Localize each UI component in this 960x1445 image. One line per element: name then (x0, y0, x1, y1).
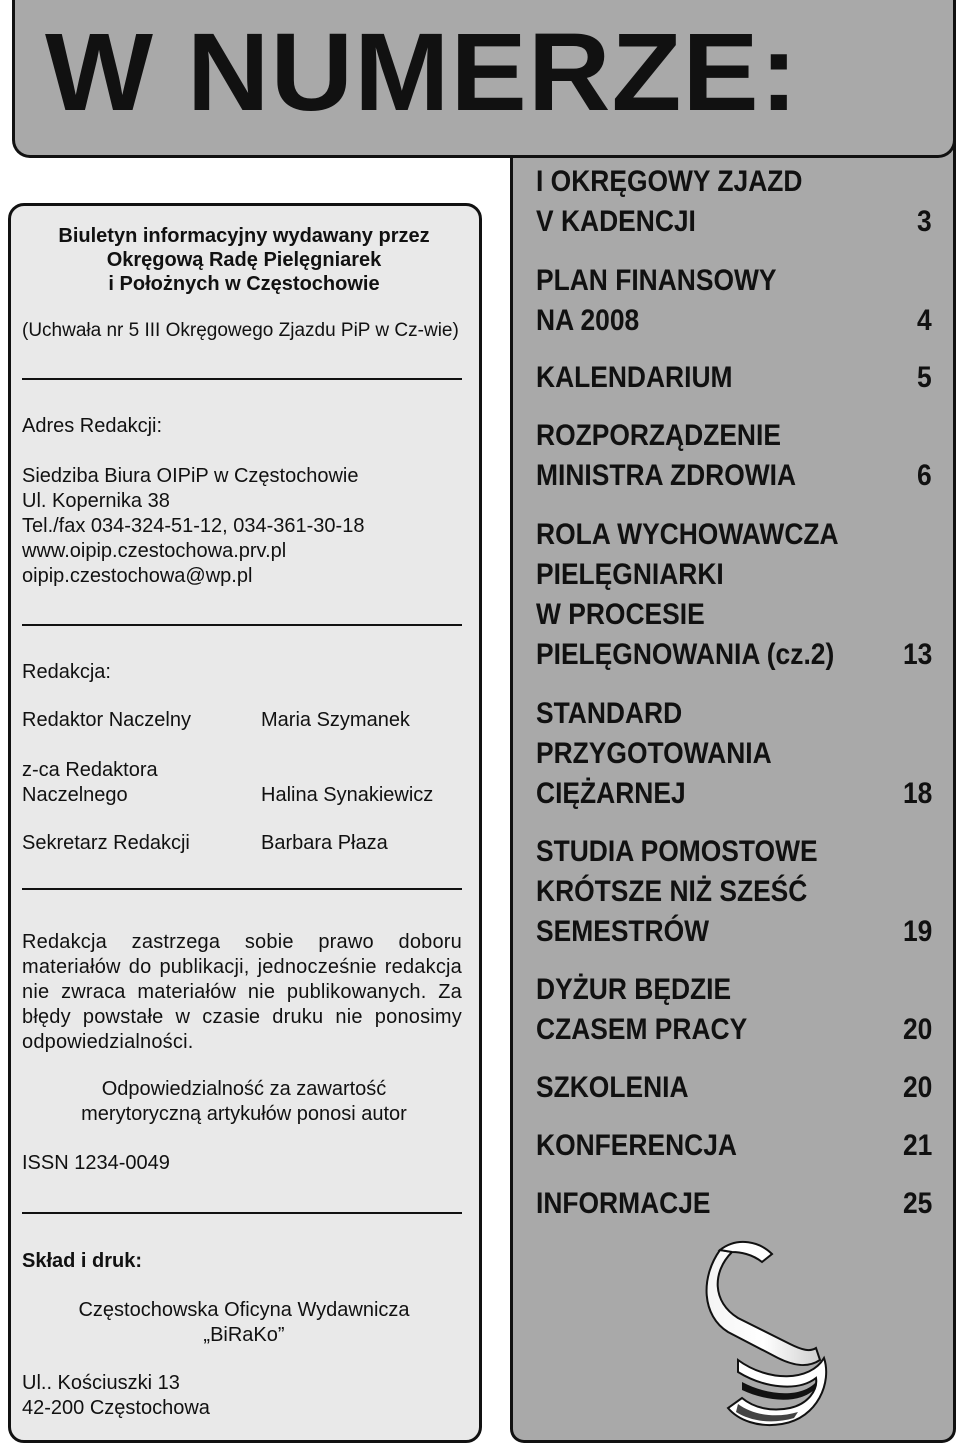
toc-line: V KADENCJI (536, 205, 696, 238)
toc-line: KONFERENCJA (536, 1129, 737, 1162)
toc-line: I OKRĘGOWY ZJAZD (536, 165, 803, 198)
toc-page-number: 3 (917, 205, 932, 238)
toc-line: DYŻUR BĘDZIE (536, 973, 732, 1006)
toc-page-number: 19 (902, 915, 932, 948)
divider (22, 1212, 462, 1214)
toc-line: PRZYGOTOWANIA (536, 737, 772, 770)
publisher-line-3: i Położnych w Częstochowie (108, 273, 380, 295)
toc-line: KALENDARIUM (536, 361, 733, 394)
printer-line-2: „BiRaKo” (203, 1324, 285, 1346)
toc-page-number: 18 (902, 777, 932, 810)
toc-line: INFORMACJE (536, 1187, 711, 1220)
toc-page-number: 20 (902, 1071, 932, 1104)
role-name: Maria Szymanek (261, 709, 410, 731)
toc-line: MINISTRA ZDROWIA (536, 459, 797, 492)
issn: ISSN 1234-0049 (22, 1152, 170, 1174)
toc-line: STANDARD (536, 697, 683, 730)
role-label-cont: Naczelnego (22, 784, 128, 806)
role-name: Barbara Płaza (261, 832, 388, 854)
toc-line: ROLA WYCHOWAWCZA (536, 518, 839, 551)
role-label: Sekretarz Redakcji (22, 832, 190, 854)
toc-page-number: 13 (902, 638, 932, 671)
resolution-note: (Uchwała nr 5 III Okręgowego Zjazdu PiP w Cz-wie) (22, 320, 459, 341)
role-label: Redaktor Naczelny (22, 709, 191, 731)
toc-line: W PROCESIE (536, 598, 705, 631)
toc-page-number: 21 (902, 1129, 932, 1162)
address-phone: Tel./fax 034-324-51-12, 034-361-30-18 (22, 515, 365, 537)
ribbon-s-logo-icon (698, 1232, 838, 1432)
toc-line: KRÓTSZE NIŻ SZEŚĆ (536, 875, 808, 908)
toc-page-number: 25 (902, 1187, 932, 1220)
printer-address-1: Ul.. Kościuszki 13 (22, 1372, 180, 1394)
title-banner (12, 0, 956, 158)
role-name: Halina Synakiewicz (261, 784, 434, 806)
toc-page-number: 6 (917, 459, 932, 492)
printer-line-1: Częstochowska Oficyna Wydawnicza (78, 1299, 410, 1321)
editorial-heading: Redakcja: (22, 661, 111, 683)
address-line-2: Ul. Kopernika 38 (22, 490, 170, 512)
toc-page-number: 5 (917, 361, 932, 394)
toc-line: SEMESTRÓW (536, 915, 710, 948)
disclaimer-text: Redakcja zastrzega sobie prawo doboru materiałów do publikacji, jednocześnie redakcja nie zwraca materiałów nie publikowanych. Za błędy powstałe w czasie druku nie ponosimy odpowiedzialności. (22, 931, 462, 1053)
toc-page-number: 4 (917, 304, 932, 337)
responsibility-line-1: Odpowiedzialność za zawartość (101, 1078, 387, 1100)
toc-line: PLAN FINANSOWY (536, 264, 777, 297)
toc-line: SZKOLENIA (536, 1071, 689, 1104)
toc-page-number: 20 (902, 1013, 932, 1046)
divider (22, 624, 462, 626)
role-label: z-ca Redaktora (22, 759, 158, 781)
printer-address-2: 42-200 Częstochowa (22, 1397, 210, 1419)
toc-line: STUDIA POMOSTOWE (536, 835, 818, 868)
address-website: www.oipip.czestochowa.prv.pl (22, 540, 287, 562)
divider (22, 378, 462, 380)
address-line-1: Siedziba Biura OIPiP w Częstochowie (22, 465, 359, 487)
toc-line: CIĘŻARNEJ (536, 777, 686, 810)
toc-line: PIELĘGNIARKI (536, 558, 724, 591)
address-email: oipip.czestochowa@wp.pl (22, 565, 253, 587)
publisher-line-2: Okręgową Radę Pielęgniarek (106, 249, 382, 271)
print-heading: Skład i druk: (22, 1250, 143, 1272)
publisher-line-1: Biuletyn informacyjny wydawany przez (58, 225, 430, 247)
toc-line: PIELĘGNOWANIA (cz.2) (536, 638, 835, 671)
toc-line: NA 2008 (536, 304, 640, 337)
toc-line: CZASEM PRACY (536, 1013, 748, 1046)
divider (22, 888, 462, 890)
responsibility-line-2: merytoryczną artykułów ponosi autor (81, 1103, 407, 1125)
address-heading: Adres Redakcji: (22, 415, 163, 437)
page-title: W NUMERZE: (45, 11, 799, 134)
toc-line: ROZPORZĄDZENIE (536, 419, 781, 452)
